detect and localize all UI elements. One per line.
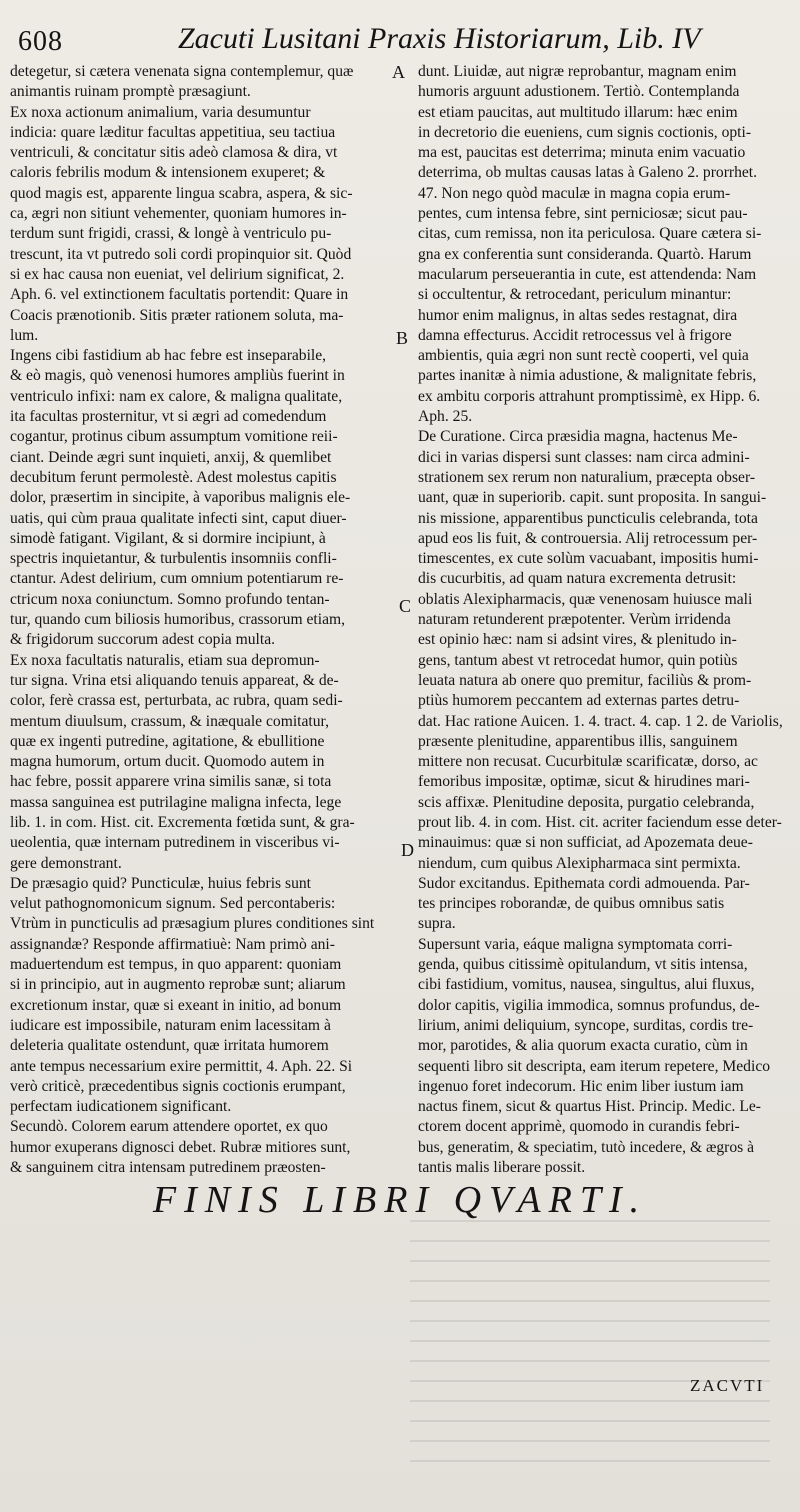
text-line: uant, quæ in superiorib. capit. sunt proposita. In sangui- xyxy=(418,489,767,507)
text-line: ita facultas prosternitur, vt si ægri ad comedendum xyxy=(10,408,327,426)
text-line: humoris arguunt adustionem. Tertiò. Contemplanda xyxy=(418,83,740,101)
text-line: deleteria qualitate ostendunt, quæ irritata humorem xyxy=(10,1037,329,1055)
book-end-title: FINIS LIBRI QVARTI. xyxy=(152,1179,648,1221)
text-line: tes principes roborandæ, de quibus omnibus satis xyxy=(418,895,725,913)
text-line: dolor capitis, vigilia immodica, somnus profundus, de- xyxy=(418,996,760,1014)
running-title: Zacuti Lusitani Praxis Historiarum, Lib. IV xyxy=(178,22,701,55)
text-line: assignandæ? Responde affirmatiuè: Nam primò ani- xyxy=(10,935,335,953)
text-line: lib. 1. in com. Hist. cit. Excrementa fœtida sunt, & gra- xyxy=(10,813,355,831)
margin-marker-a: A xyxy=(392,62,405,82)
text-line: oblatis Alexipharmacis, quæ venenosam huiusce mali xyxy=(418,590,753,608)
text-line: cogantur, protinus cibum assumptum vomitione reii- xyxy=(10,428,338,446)
text-line: minauimus: quæ si non sufficiat, ad Apozemata deue- xyxy=(418,834,753,852)
text-line: caloris febrilis modum & intensionem exuperet; & xyxy=(10,164,326,182)
text-line: ventriculi, & concitatur sitis adeò clamosa & dira, vt xyxy=(10,144,338,162)
text-line: timescentes, ex cute solùm vacuabant, impositis humi- xyxy=(418,550,759,568)
text-line: gere demonstrant. xyxy=(10,854,122,872)
text-line: massa sanguinea est putrilagine maligna infecta, lege xyxy=(10,793,342,811)
text-line: uatis, qui cùm praua qualitate infecti sint, caput diuer- xyxy=(10,509,347,527)
text-line: magna humorum, ortum ducit. Quomodo autem in xyxy=(10,753,325,771)
right-column xyxy=(418,62,790,1178)
text-line: perfectam iudicationem significant. xyxy=(10,1098,232,1116)
text-line: Vtrùm in puncticulis ad præsagium plures conditiones sint xyxy=(10,915,375,933)
text-line: citas, cum remissa, non ita periculosa. Quare cætera si- xyxy=(418,225,762,243)
text-line: lirium, animi deliquium, syncope, surditas, cordis tre- xyxy=(418,1016,754,1034)
text-line: Ex noxa facultatis naturalis, etiam sua depromun- xyxy=(10,651,320,669)
text-line: quæ ex ingenti putredine, agitatione, & ebullitione xyxy=(10,732,325,750)
text-line: ante tempus necessarium exire permittit, 4. Aph. 22. Si xyxy=(10,1057,353,1075)
text-line: indicia: quare læditur facultas appetitiua, seu tactiua xyxy=(10,123,336,141)
text-line: quod magis est, apparente lingua scabra, aspera, & sic- xyxy=(10,184,353,202)
text-line: velut pathognomonicum signum. Sed percontaberis: xyxy=(10,895,336,913)
text-line: Ingens cibi fastidium ab hac febre est inseparabile, xyxy=(10,347,327,365)
text-line: Aph. 25. xyxy=(418,408,473,426)
text-line: est opinio hæc: nam si adsint vires, & plenitudo in- xyxy=(418,631,737,649)
text-line: damna effecturus. Accidit retrocessus vel à frigore xyxy=(418,326,732,344)
text-line: ingenuo foret indecorum. Hic enim liber iustum iam xyxy=(418,1077,744,1095)
text-line: verò criticè, præcedentibus signis coctionis erumpant, xyxy=(10,1077,346,1095)
text-line: ctricum noxa coniunctum. Somno profundo tentan- xyxy=(10,590,330,608)
text-line: & eò magis, quò venenosi humores ampliùs fuerint in xyxy=(10,367,345,385)
text-line: mentum diuulsum, crassum, & inæquale comitatur, xyxy=(10,712,330,730)
text-line: ctorem docent apprimè, quomodo in curandis febri- xyxy=(418,1118,740,1136)
text-line: sequenti libro sit descripta, eam iterum repetere, Medico xyxy=(418,1057,771,1075)
text-line: Coacis prænotionib. Sitis præter rationem soluta, ma- xyxy=(10,306,344,324)
text-line: ptiùs humorem peccantem ad externas partes detru- xyxy=(418,692,740,710)
text-line: deterrima, ob multas causas latas à Galeno 2. prorrhet. xyxy=(418,164,758,182)
text-line: præsente plenitudine, apparentibus illis, sanguinem xyxy=(418,732,738,750)
text-line: lum. xyxy=(10,326,39,344)
text-line: ueolentia, quæ internam putredinem in visceribus vi- xyxy=(10,834,340,852)
text-line: Aph. 6. vel extinctionem facultatis portendit: Quare in xyxy=(10,286,349,304)
text-line: nis missione, apparentibus puncticulis celebranda, tota xyxy=(418,509,758,527)
text-line: prout lib. 4. in com. Hist. cit. acriter faciendum esse deter- xyxy=(418,813,782,831)
text-line: & frigidorum succorum adest copia multa. xyxy=(10,631,276,649)
text-line: si ex hac causa non eueniat, vel delirium significat, 2. xyxy=(10,265,345,283)
text-line: iudicare est impossibile, naturam enim lacessitam à xyxy=(10,1016,331,1034)
text-line: dolor, præsertim in sincipite, à vaporibus malignis ele- xyxy=(10,489,351,507)
text-line: ca, ægri non sitiunt vehementer, quoniam humores in- xyxy=(10,205,347,223)
text-line: excretionum instar, quæ si exeant in initio, ad bonum xyxy=(10,996,342,1014)
text-line: maduertendum est tempus, in quo apparent: quoniam xyxy=(10,956,342,974)
text-line: mittere non recusat. Cucurbitulæ scarificatæ, dorso, ac xyxy=(418,753,758,771)
text-line: apud eos lis fuit, & controuersia. Alij retrocessum per- xyxy=(418,529,758,547)
text-line: spectris inquietantur, & turbulentis insomniis confli- xyxy=(10,550,337,568)
text-line: Ex noxa actionum animalium, varia desumuntur xyxy=(10,103,311,121)
page-number: 608 xyxy=(18,26,63,57)
text-line: ambientis, quia ægri non sunt rectè cooperti, vel quia xyxy=(418,347,749,365)
text-line: ma est, paucitas est deterrima; minuta enim vacuatio xyxy=(418,144,746,162)
margin-marker-d: D xyxy=(401,840,414,860)
text-line: humor exuperans dignosci debet. Rubræ mitiores sunt, xyxy=(10,1138,351,1156)
catchword: ZACVTI xyxy=(690,1376,765,1395)
text-line: detegetur, si cætera venenata signa contemplemur, quæ xyxy=(10,63,354,80)
text-line: genda, quibus citissimè opitulandum, vt sitis intensa, xyxy=(418,956,748,974)
text-line: Sudor excitandus. Epithemata cordi admouenda. Par- xyxy=(418,874,750,892)
text-line: naturam retunderent præpotenter. Verùm irridenda xyxy=(418,611,731,629)
text-line: Supersunt varia, eáque maligna symptomata corri- xyxy=(418,935,733,953)
text-line: De præsagio quid? Puncticulæ, huius febris sunt xyxy=(10,874,312,892)
text-line: mor, parotides, & alia quorum exacta curatio, cùm in xyxy=(418,1037,748,1055)
text-line: decubitum ferunt permolestè. Adest molestus capitis xyxy=(10,468,337,486)
text-line: scis affixæ. Plenitudine deposita, purgatio celebranda, xyxy=(418,793,755,811)
text-line: simodè fatigant. Vigilant, & si dormire incipiunt, à xyxy=(10,529,326,547)
text-line: animantis ruinam promptè præsagiunt. xyxy=(10,83,251,101)
text-line: femoribus impositæ, optimæ, sicut & hirudines mari- xyxy=(418,773,750,791)
text-line: partes inanitæ à nimia adustione, & malignitate febris, xyxy=(418,367,757,385)
left-column xyxy=(10,62,390,1178)
text-line: dunt. Liuidæ, aut nigræ reprobantur, magnam enim xyxy=(418,63,737,80)
text-line: color, ferè crassa est, perturbata, ac rubra, quam sedi- xyxy=(10,692,343,710)
text-line: leuata natura ab onere quo premitur, faciliùs & prom- xyxy=(418,671,752,689)
text-line: bus, generatim, & speciatim, tutò incedere, & ægros à xyxy=(418,1138,755,1156)
text-line: est etiam paucitas, aut multitudo illarum: hæc enim xyxy=(418,103,738,121)
text-line: hac febre, possit apparere vrina similis sanæ, si tota xyxy=(10,773,332,791)
text-line: nactus finem, sicut & quartus Hist. Princip. Medic. Le- xyxy=(418,1098,761,1116)
text-line: in decretorio die eueniens, cum signis coctionis, opti- xyxy=(418,123,752,141)
page-header xyxy=(18,22,782,66)
text-line: cibi fastidium, vomitus, nausea, singultus, alui fluxus, xyxy=(418,976,755,994)
text-line: dat. Hac ratione Auicen. 1. 4. tract. 4. cap. 1 2. de Variolis, xyxy=(418,712,783,730)
text-line: si occultentur, & retrocedant, periculum minantur: xyxy=(418,286,732,304)
text-line: ex ambitu corporis attrahunt promptissimè, ex Hipp. 6. xyxy=(418,387,761,405)
text-line: macularum perseuerantia in cute, est attendenda: Nam xyxy=(418,265,757,283)
text-line: gna ex conferentia sunt consideranda. Quartò. Harum xyxy=(418,245,752,263)
text-line: si in principio, aut in augmento reprobæ sunt; aliarum xyxy=(10,976,346,994)
text-line: strationem sex rerum non naturalium, præcepta obser- xyxy=(418,468,756,486)
text-line: niendum, cum quibus Alexipharmaca sint permixta. xyxy=(418,854,741,872)
text-line: De Curatione. Circa præsidia magna, hactenus Me- xyxy=(418,428,738,446)
margin-marker-b: B xyxy=(396,328,409,348)
margin-marker-c: C xyxy=(399,596,412,616)
text-line: Secundò. Colorem earum attendere oportet, ex quo xyxy=(10,1118,328,1136)
bleed-through-shadow xyxy=(410,1220,770,1480)
text-line: tur, quando cum biliosis humoribus, crassorum etiam, xyxy=(10,611,346,629)
text-line: tur signa. Vrina etsi aliquando tenuis appareat, & de- xyxy=(10,671,339,689)
text-line: 47. Non nego quòd maculæ in magna copia erum- xyxy=(418,184,731,202)
text-line: dici in varias dispersi sunt classes: nam circa admini- xyxy=(418,448,750,466)
text-line: gens, tantum abest vt retrocedat humor, quin potiùs xyxy=(418,651,738,669)
text-line: ctantur. Adest delirium, cum omnium potentiarum re- xyxy=(10,570,344,588)
text-line: terdum sunt frigidi, crassi, & longè à ventriculo pu- xyxy=(10,225,332,243)
text-line: dis cucurbitis, ad quam natura excrementa detrusit: xyxy=(418,570,737,588)
text-line: pentes, cum intensa febre, sint perniciosæ; sicut pau- xyxy=(418,205,748,223)
text-line: trescunt, ita vt putredo soli cordi propinquior sit. Quòd xyxy=(10,245,352,263)
text-line: ciant. Deinde ægri sunt inquieti, anxij, & quemlibet xyxy=(10,448,332,466)
text-line: & sanguinem citra intensam putredinem præosten- xyxy=(10,1159,326,1177)
text-line: tantis malis liberare possit. xyxy=(418,1159,586,1177)
text-line: supra. xyxy=(418,915,456,933)
text-line: humor enim malignus, in altas sedes restagnat, dira xyxy=(418,306,738,324)
text-line: ventriculo infixi: nam ex calore, & maligna qualitate, xyxy=(10,387,343,405)
